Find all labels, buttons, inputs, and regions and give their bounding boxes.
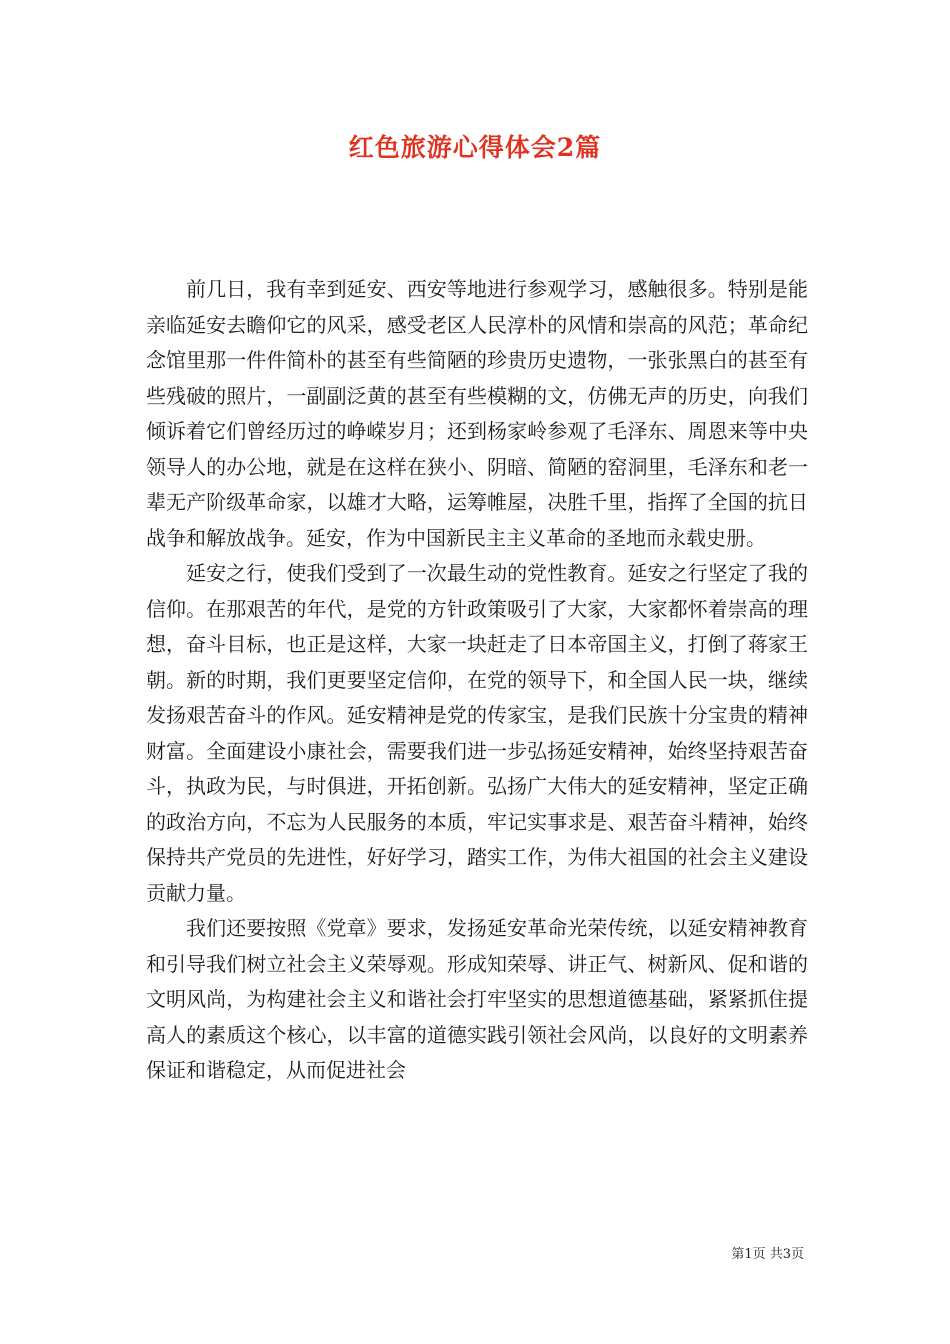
paragraph-1: 前几日，我有幸到延安、西安等地进行参观学习，感触很多。特别是能亲临延安去瞻仰它的风采，感受老区人民淳朴的风情和崇高的风范；革命纪念馆里那一件件简朴的甚至有些简陋的珍贵历史遗物，一张张黑白的甚至有些残破的照片，一副副泛黄的甚至有些模糊的文，仿佛无声的历史，向我们倾诉着它们曾经历过的峥嵘岁月；还到杨家岭参观了毛泽东、周恩来等中央领导人的办公地，就是在这样在狭小、阴暗、简陋的窑洞里，毛泽东和老一辈无产阶级革命家，以雄才大略，运筹帷屋，决胜千里，指挥了全国的抗日战争和解放战争。延安，作为中国新民主主义革命的圣地而永载史册。 [146, 277, 808, 550]
paragraph-2: 延安之行，使我们受到了一次最生动的党性教育。延安之行坚定了我的信仰。在那艰苦的年代，是党的方针政策吸引了大家，大家都怀着崇高的理想，奋斗目标，也正是这样，大家一块赶走了日本帝国主义，打倒了蒋家王朝。新的时期，我们更要坚定信仰，在党的领导下，和全国人民一块，继续发扬艰苦奋斗的作风。延安精神是党的传家宝，是我们民族十分宝贵的精神财富。全面建设小康社会，需要我们进一步弘扬延安精神，始终坚持艰苦奋斗，执政为民，与时俱进，开拓创新。弘扬广大伟大的延安精神，坚定正确的政治方向，不忘为人民服务的本质，牢记实事求是、艰苦奋斗精神，始终保持共产党员的先进性，好好学习，踏实工作，为伟大祖国的社会主义建设贡献力量。 [146, 561, 808, 905]
paragraph-3: 我们还要按照《党章》要求，发扬延安革命光荣传统，以延安精神教育和引导我们树立社会主义荣辱观。形成知荣辱、讲正气、树新风、促和谐的文明风尚，为构建社会主义和谐社会打牢坚实的思想道德基础，紧紧抓住提高人的素质这个核心，以丰富的道德实践引领社会风尚，以良好的文明素养保证和谐稳定，从而促进社会 [146, 916, 808, 1082]
page-number-footer: 第1页 共3页 [731, 1247, 804, 1262]
document-title: 红色旅游心得体会2篇 [348, 133, 602, 162]
document-body [146, 272, 808, 1089]
